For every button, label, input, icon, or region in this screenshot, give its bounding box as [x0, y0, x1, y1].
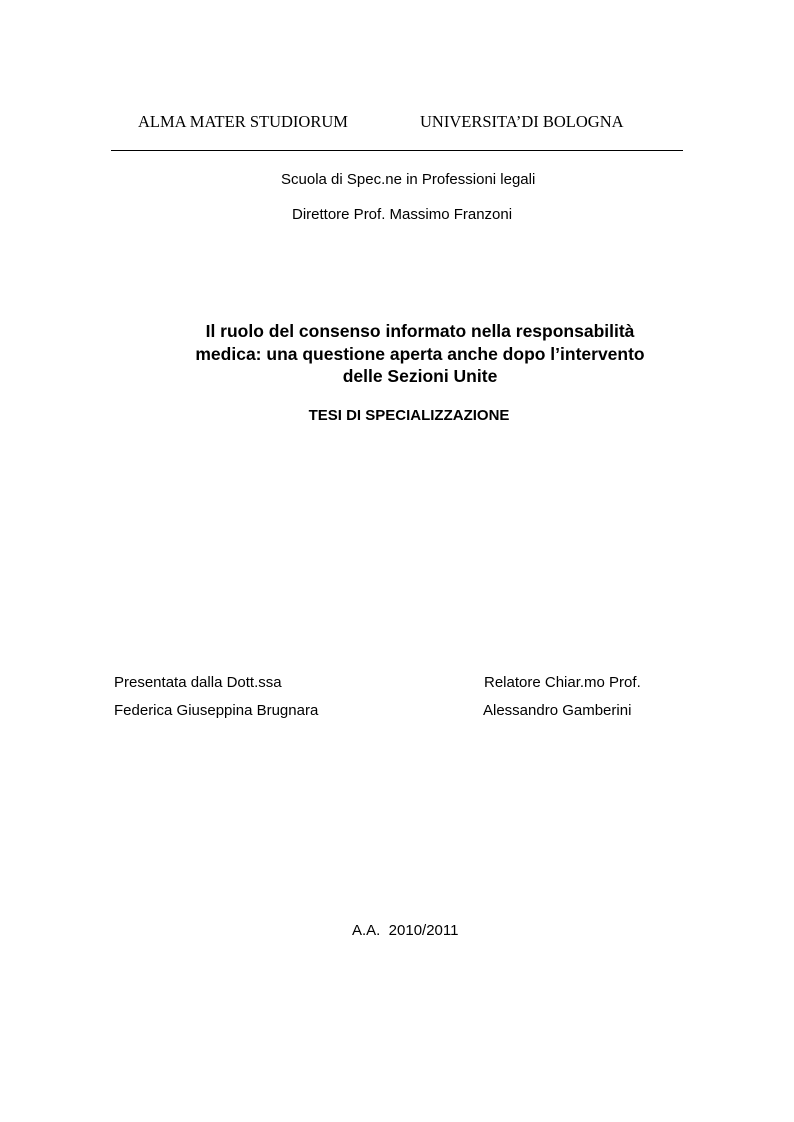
thesis-title-line: Il ruolo del consenso informato nella responsabilità: [205, 321, 635, 341]
thesis-title-line: medica: una questione aperta anche dopo l’intervento: [195, 343, 645, 364]
academic-year: A.A. 2010/2011: [352, 922, 459, 939]
thesis-type: TESI DI SPECIALIZZAZIONE: [308, 407, 510, 424]
header-divider: [111, 150, 683, 151]
director-name: Direttore Prof. Massimo Franzoni: [292, 206, 513, 223]
university-name-right: UNIVERSITA’DI BOLOGNA: [420, 112, 624, 131]
presenter-label: Presentata dalla Dott.ssa: [114, 674, 282, 691]
presenter-name: Federica Giuseppina Brugnara: [114, 702, 319, 719]
supervisor-label: Relatore Chiar.mo Prof.: [484, 674, 641, 691]
school-name: Scuola di Spec.ne in Professioni legali: [281, 171, 536, 188]
university-name-left: ALMA MATER STUDIORUM: [138, 112, 348, 131]
thesis-title-line: delle Sezioni Unite: [342, 366, 498, 386]
supervisor-name: Alessandro Gamberini: [483, 702, 632, 719]
thesis-title: [160, 320, 680, 388]
